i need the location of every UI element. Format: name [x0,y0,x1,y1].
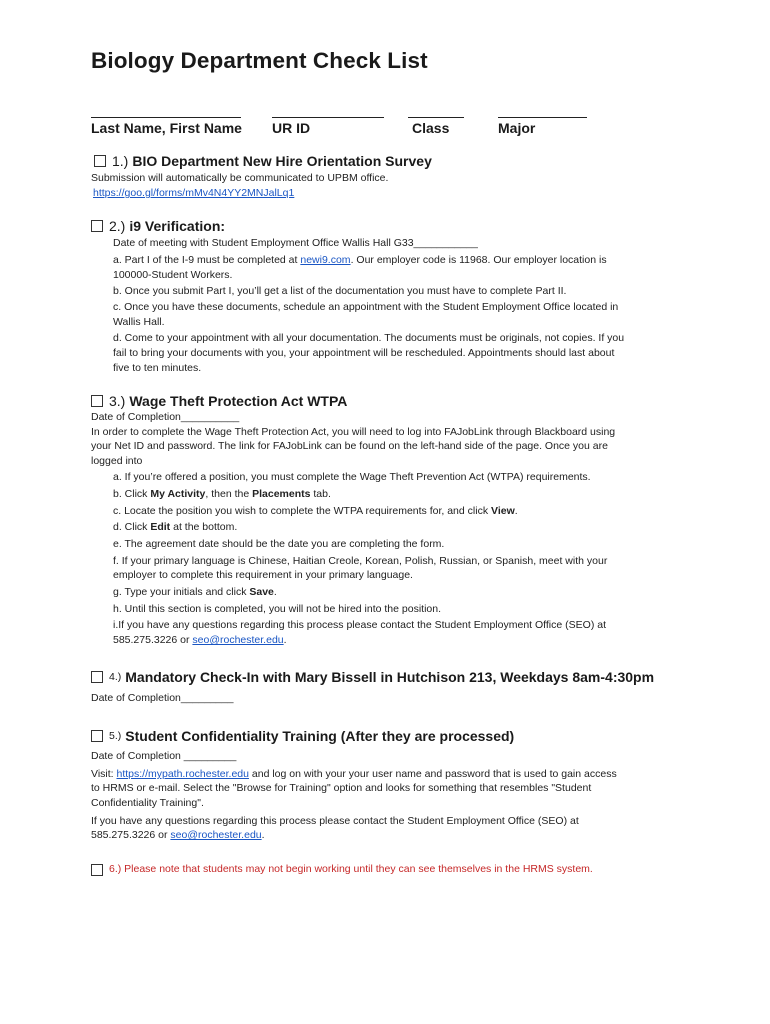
section-1-number: 1.) [112,153,129,169]
mypath-link[interactable]: https://mypath.rochester.edu [116,768,249,780]
i9-meeting-date: Date of meeting with Student Employment Office Wallis Hall G33___________ [113,237,478,249]
i9-step-b: b. Once you submit Part I, you’ll get a list of the documentation you must have to complete Part II. [113,285,567,297]
name-field-label: Last Name, First Name [91,120,242,136]
wtpa-step-i: i.If you have any questions regarding this process please contact the Student Employment Office (SEO) at [113,619,606,631]
section-1-checkbox[interactable] [94,155,106,167]
wtpa-step-h: h. Until this section is completed, you will not be hired into the position. [113,603,442,615]
wtpa-step-f: f. If your primary language is Chinese, Haitian Creole, Korean, Polish, Russian, or Spanish, meet with your [113,555,608,567]
wtpa-step-d: d. Click Edit at the bottom. [113,521,238,533]
section-2-title: i9 Verification: [129,218,226,234]
major-field-line[interactable] [498,117,587,118]
major-field-label: Major [498,120,536,136]
wtpa-intro-2: your Net ID and password. The link for FAJobLink can be found on the left-hand side of the page. Once you are [91,440,608,452]
section-4-heading [91,669,654,685]
survey-link[interactable]: https://goo.gl/forms/mMv4N4YY2MNJalLq1 [93,187,295,199]
training-visit-line-3: Confidentiality Training". [91,797,204,809]
i9-step-d-cont1: fail to bring your documents with you, your appointment will be rescheduled. Appointments should last about [113,347,615,359]
i9-step-a-cont: 100000-Student Workers. [113,269,233,281]
section-2-checkbox[interactable] [91,220,103,232]
section-1-note: Submission will automatically be communicated to UPBM office. [91,172,389,184]
section-6-heading [91,862,593,877]
name-field-line[interactable] [91,117,241,118]
wtpa-step-f-cont: employer to complete this requirement in your primary language. [113,569,413,581]
urid-field-label: UR ID [272,120,311,136]
wtpa-step-a: a. If you’re offered a position, you must complete the Wage Theft Prevention Act (WTPA) requirements. [113,471,591,483]
wtpa-intro-1: In order to complete the Wage Theft Protection Act, you will need to log into FAJobLink through Blackboard using [91,426,616,438]
i9-step-d-cont2: five to ten minutes. [113,362,202,374]
wtpa-step-b: b. Click My Activity, then the Placements tab. [113,488,331,500]
seo-email-link-2[interactable]: seo@rochester.edu [170,829,262,841]
section-5-number: 5.) [109,730,122,742]
section-1-heading [94,153,432,169]
section-4-checkbox[interactable] [91,671,103,683]
training-visit-line: Visit: https://mypath.rochester.edu and log on with your your user name and password that is used to gain access [91,768,617,780]
section-3-heading [91,393,347,409]
section-2-heading [91,218,225,234]
class-field-line[interactable] [408,117,464,118]
section-3-number: 3.) [109,393,126,409]
training-questions-cont: 585.275.3226 or seo@rochester.edu. [91,829,265,841]
urid-field-line[interactable] [272,117,384,118]
i9-step-c: c. Once you have these documents, schedule an appointment with the Student Employment Office located in [113,301,619,313]
checkin-completion-date: Date of Completion_________ [91,692,234,704]
wtpa-step-i-cont: 585.275.3226 or seo@rochester.edu. [113,634,287,646]
training-questions: If you have any questions regarding this process please contact the Student Employment Office (SEO) at [91,815,579,827]
section-5-checkbox[interactable] [91,730,103,742]
section-4-title: Mandatory Check-In with Mary Bissell in Hutchison 213, Weekdays 8am-4:30pm [125,669,655,685]
i9-step-a: a. Part I of the I-9 must be completed at newi9.com. Our employer code is 11968. Our employer location is [113,254,607,266]
wtpa-step-c: c. Locate the position you wish to complete the WTPA requirements for, and click View. [113,505,518,517]
i9-step-d: d. Come to your appointment with all your documentation. The documents must be originals, not copies. If you [113,332,625,344]
class-field-label: Class [412,120,450,136]
wtpa-intro-3: logged into [91,455,143,467]
section-3-title: Wage Theft Protection Act WTPA [129,393,348,409]
training-visit-line-2: to HRMS or e-mail. Select the "Browse for Training" option and looks for something that resembles "Student [91,782,592,794]
section-3-checkbox[interactable] [91,395,103,407]
wtpa-completion-date: Date of Completion__________ [91,411,240,423]
page-title: Biology Department Check List [91,48,428,73]
i9-step-c-cont: Wallis Hall. [113,316,165,328]
section-4-number: 4.) [109,671,122,683]
section-2-number: 2.) [109,218,126,234]
section-1-title: BIO Department New Hire Orientation Survey [132,153,432,169]
hrms-warning: 6.) Please note that students may not begin working until they can see themselves in the HRMS system. [109,863,593,875]
newi9-link[interactable]: newi9.com [300,254,351,266]
seo-email-link-1[interactable]: seo@rochester.edu [192,634,284,646]
section-5-heading [91,728,514,744]
training-completion-date: Date of Completion _________ [91,750,237,762]
wtpa-step-e: e. The agreement date should be the date you are completing the form. [113,538,445,550]
wtpa-step-g: g. Type your initials and click Save. [113,586,277,598]
section-6-checkbox[interactable] [91,864,103,876]
section-5-title: Student Confidentiality Training (After they are processed) [125,728,515,744]
